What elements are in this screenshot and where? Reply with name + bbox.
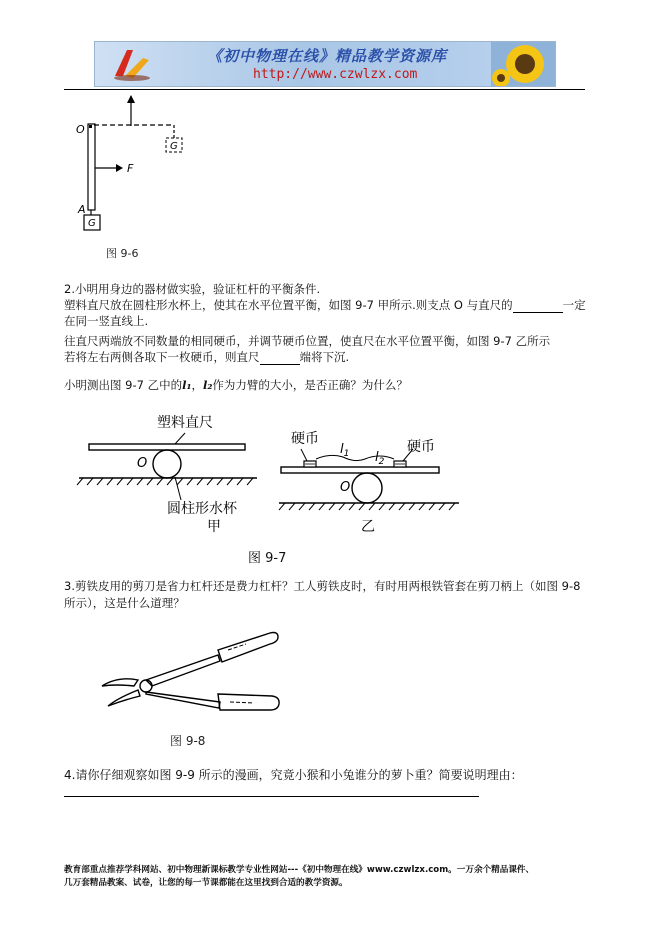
header-banner	[94, 41, 556, 87]
logo-icon	[109, 46, 155, 82]
pivot-O-jia: O	[137, 456, 148, 471]
q4-line1: 4.请你仔细观察如图 9-9 所示的漫画，究竟小猴和小兔谁分的萝卜重？简要说明理由：	[64, 768, 523, 782]
figure-9-8-caption: 图 9-8	[170, 734, 206, 748]
ruler-label: 塑料直尺	[157, 415, 213, 431]
q3-line2: 所示），这是什么道理？	[64, 596, 185, 610]
figure-9-8	[94, 628, 294, 718]
q2-line1: 2.小明用身边的器材做实验，验证杠杆的平衡条件.	[64, 282, 321, 296]
q2-line2	[64, 297, 586, 313]
q2-line5-pre: 若将左右两侧各取下一枚硬币，则直尺	[64, 350, 260, 364]
symbol-l1: l₁	[182, 378, 192, 392]
coin-right-label: 硬币	[407, 439, 435, 455]
q3-line1: 3.剪铁皮用的剪刀是省力杠杆还是费力杠杆？工人剪铁皮时，有时用两根铁管套在剪刀柄上（如图 9-8	[64, 579, 581, 593]
q2-line5-post: 端将下沉.	[299, 350, 350, 364]
q2-line5	[64, 349, 349, 365]
header-title: 《初中物理在线》精品教学资源库	[207, 47, 448, 65]
sunflower-icon	[491, 42, 555, 86]
q2-line6-post: 作为力臂的大小，是否正确？为什么？	[212, 378, 408, 392]
label-jia: 甲	[207, 519, 221, 535]
q2-blank-1[interactable]	[513, 300, 563, 313]
footer-line1: 教育部重点推荐学科网站、初中物理新课标教学专业性网站---《初中物理在线》www.czwlzx.com。一万余个精品课件、	[64, 865, 535, 875]
q2-line6-pre: 小明测出图 9-7 乙中的	[64, 378, 183, 392]
q2-line3: 在同一竖直线上.	[64, 314, 149, 328]
symbol-l2: l₂	[203, 378, 213, 392]
q2-line4: 往直尺两端放不同数量的相同硬币，并调节硬币位置，使直尺在水平位置平衡，如图 9-7 乙所示	[64, 334, 551, 348]
label-A: A	[78, 203, 86, 216]
figure-9-7	[75, 407, 475, 537]
answer-line[interactable]	[64, 796, 479, 797]
coin-left-label: 硬币	[291, 431, 319, 447]
label-yi: 乙	[361, 519, 375, 535]
label-F: F	[127, 162, 134, 175]
q2-line6: 小明测出图 9-7 乙中的l₁，l₂作为力臂的大小，是否正确？为什么？	[64, 378, 408, 392]
label-l2: $l_2$	[375, 450, 385, 467]
figure-9-6	[70, 92, 200, 237]
figure-9-6-caption: 图 9-6	[106, 247, 139, 260]
header-url[interactable]: http://www.czwlzx.com	[253, 67, 418, 82]
q2-line2-pre: 塑料直尺放在圆柱形水杯上，使其在水平位置平衡，如图 9-7 甲所示.则支点 O 与直尺的	[64, 298, 513, 312]
label-l1: $l_1$	[340, 442, 350, 459]
cup-label: 圆柱形水杯	[167, 501, 237, 517]
label-G: G	[88, 218, 96, 229]
header-divider	[64, 89, 585, 90]
q2-line2-post: 一定	[562, 298, 586, 312]
footer-line2: 几万套精品教案、试卷，让您的每一节课都能在这里找到合适的教学资源。	[64, 878, 348, 888]
figure-9-7-caption: 图 9-7	[248, 551, 287, 566]
label-G-dashed: G	[170, 141, 178, 152]
q2-blank-2[interactable]	[260, 352, 300, 365]
pivot-O-yi: O	[340, 480, 351, 495]
label-O: O	[76, 123, 85, 136]
